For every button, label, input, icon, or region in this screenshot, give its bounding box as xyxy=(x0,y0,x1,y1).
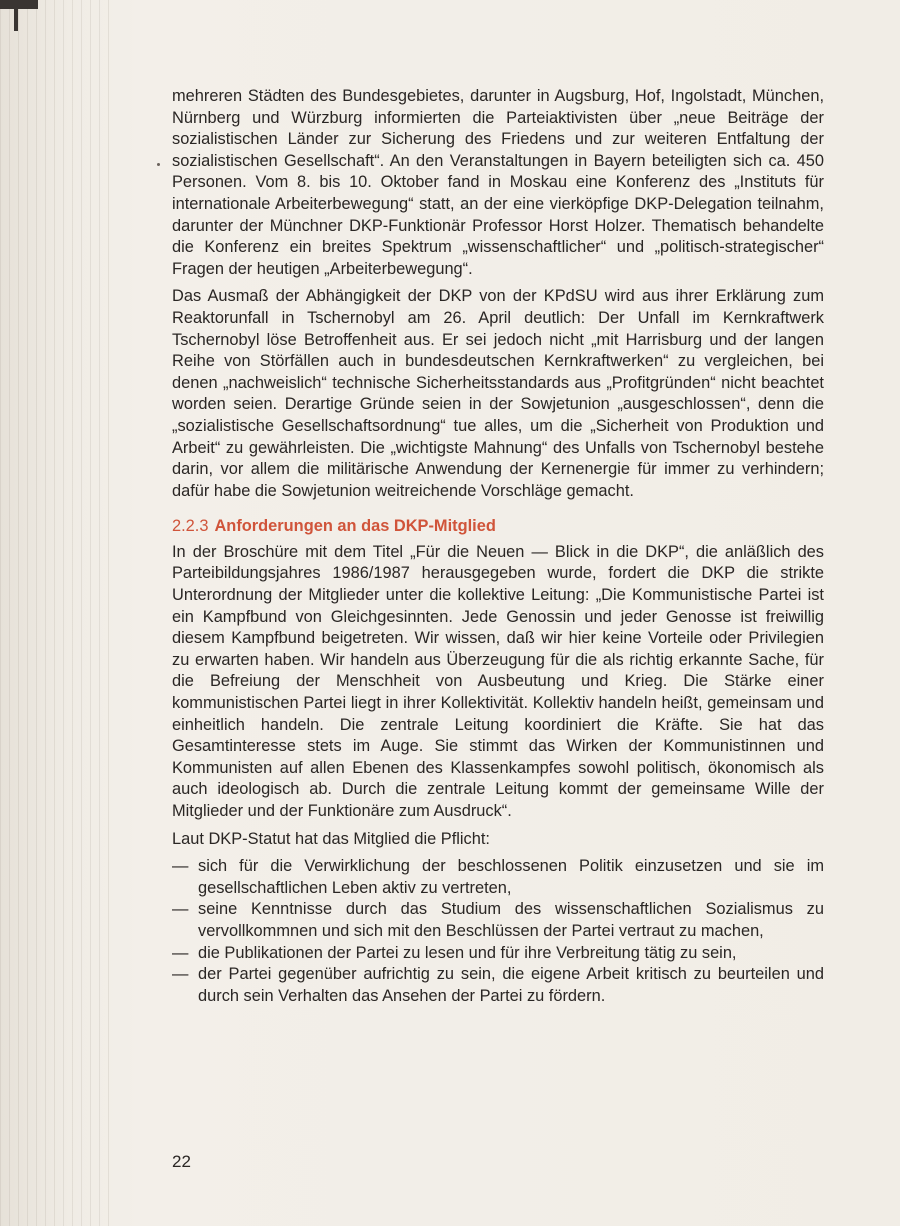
section-heading xyxy=(172,516,824,538)
corner-scan-mark xyxy=(0,0,38,20)
section-title: Anforderungen an das DKP-Mitglied xyxy=(214,517,496,536)
paragraph-statute-intro: Laut DKP-Statut hat das Mitglied die Pflicht: xyxy=(172,829,490,848)
list-item: — der Partei gegenüber aufrichtig zu sein, die eigene Arbeit kritisch zu beurteilen und durch sein Verhalten das Ansehen der Partei zu fördern. xyxy=(172,964,824,1007)
paragraph-events: mehreren Städten des Bundesgebietes, darunter in Augsburg, Hof, Ingolstadt, München, Nürnberg und Würzburg informierten die Parteiaktivisten über „neue Beiträge der sozialistischen Länder zur Sicherung des Friedens und zur weiteren Entfaltung der sozialistischen Gesellschaft“. An den Veranstaltungen in Bayern beteiligten sich ca. 450 Personen. Vom 8. bis 10. Oktober fand in Moskau eine Konferenz des „Instituts für internationale Arbeiterbewegung“ statt, an der eine vierköpfige DKP-Delegation teilnahm, darunter der Münchner DKP-Funktionär Professor Horst Holzer. Thematisch behandelte die Konferenz ein breites Spektrum „wissenschaftlicher“ und „politisch-strategischer“ Fragen der heutigen „Arbeiterbewegung“. xyxy=(172,87,824,278)
list-item: — die Publikationen der Partei zu lesen und für ihre Verbreitung tätig zu sein, xyxy=(172,943,824,965)
margin-mark xyxy=(157,163,160,166)
section-number: 2.2.3 xyxy=(172,517,209,536)
duties-list xyxy=(172,856,824,1007)
list-item: — seine Kenntnisse durch das Studium des wissenschaftlichen Sozialismus zu vervollkommnen und sich mit den Beschlüssen der Partei vertraut zu machen, xyxy=(172,899,824,942)
list-item: — sich für die Verwirklichung der beschlossenen Politik einzusetzen und sie im gesellschaftlichen Leben aktiv zu vertreten, xyxy=(172,856,824,899)
page-number: 22 xyxy=(172,1152,191,1171)
paragraph-brochure: In der Broschüre mit dem Titel „Für die Neuen — Blick in die DKP“, die anläßlich des Parteibildungsjahres 1986/1987 herausgegeben wurde, fordert die DKP die strikte Unterordnung der Mitglieder unter die kollektive Leitung: „Die Kommunistische Partei ist ein Kampfbund von Gleichgesinnten. Jede Genossin und jeder Genosse ist freiwillig diesem Kampfbund beigetreten. Wir wissen, daß wir hier keine Vorteile oder Privilegien zu erwarten haben. Wir handeln aus Überzeugung für die als richtig erkannte Sache, für die Befreiung der Menschheit von Ausbeutung und Krieg. Die Stärke einer kommunistischen Partei liegt in ihrer Kollektivität. Kollektiv handeln heißt, gemeinsam und einheitlich handeln. Die zentrale Leitung koordiniert die Kräfte. Sie hat das Gesamtinteresse stets im Auge. Sie stimmt das Wirken der Kommunistinnen und Kommunisten auf allen Ebenen des Klassenkampfes sowohl politisch, ökonomisch als auch ideologisch ab. Durch die zentrale Leitung kommt der gemeinsame Wille der Mitglieder und der Funktionäre zum Ausdruck“. xyxy=(172,542,824,820)
page-binding-edge xyxy=(0,0,110,1226)
paragraph-chernobyl: Das Ausmaß der Abhängigkeit der DKP von der KPdSU wird aus ihrer Erklärung zum Reaktorunfall in Tschernobyl am 26. April deutlich: Der Unfall im Kernkraftwerk Tschernobyl löse Betroffenheit aus. Er sei jedoch nicht „mit Harrisburg und der langen Reihe von Störfällen auch in bundesdeutschen Kernkraftwerken“ zu vergleichen, bei denen „nachweislich“ technische Sicherheitsstandards aus „Profitgründen“ nicht beachtet worden seien. Derartige Gründe seien in der Sowjetunion „ausgeschlossen“, denn die „sozialistische Gesellschaftsordnung“ tue alles, um die „Sicherheit von Produktion und Arbeit“ zu gewährleisten. Die „wichtigste Mahnung“ des Unfalls von Tschernobyl bestehe darin, vor allem die militärische Anwendung der Kernenergie für immer zu verhindern; dafür habe die Sowjetunion weitreichende Vorschläge gemacht. xyxy=(172,287,824,500)
body-text xyxy=(172,86,824,1007)
